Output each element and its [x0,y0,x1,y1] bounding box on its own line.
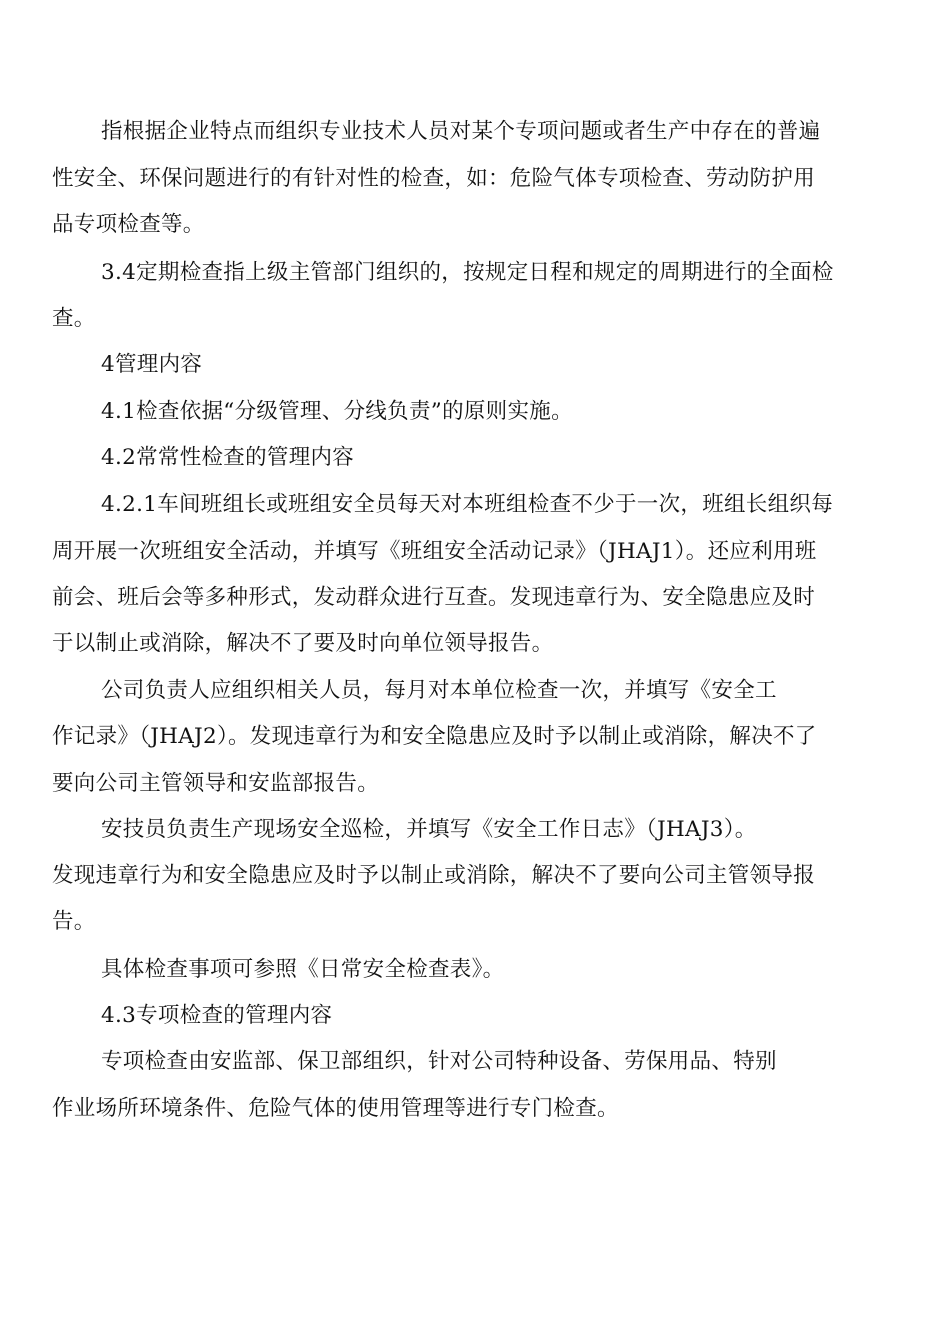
heading-4: 4管理内容 [101,352,203,377]
text-line: 品专项检查等。 [52,212,205,237]
text-line: 前会、班后会等多种形式，发动群众进行互查。发现违章行为、安全隐患应及时 [52,585,816,610]
text-line: 要向公司主管领导和安监部报告。 [52,771,380,796]
section-4-1-line: 4.1检查依据“分级管理、分线负责”的原则实施。 [101,399,573,424]
text-line: 周开展一次班组安全活动，并填写《班组安全活动记录》（JHAJ1）。还应利用班 [52,539,817,564]
text-line: 发现违章行为和安全隐患应及时予以制止或消除，解决不了要向公司主管领导报 [52,863,816,888]
section-3-4-line: 3.4定期检查指上级主管部门组织的，按规定日程和规定的周期进行的全面检 [101,260,834,285]
heading-4-2: 4.2常常性检查的管理内容 [101,445,355,470]
text-line: 作记录》（JHAJ2）。发现违章行为和安全隐患应及时予以制止或消除，解决不了 [52,724,817,749]
text-line: 专项检查由安监部、保卫部组织，针对公司特种设备、劳保用品、特别 [101,1049,777,1074]
text-line: 查。 [52,306,96,331]
text-line: 具体检查事项可参照《日常安全检查表》。 [101,957,505,982]
text-line: 作业场所环境条件、危险气体的使用管理等进行专门检查。 [52,1096,619,1121]
text-line: 公司负责人应组织相关人员，每月对本单位检查一次，并填写《安全工 [101,678,777,703]
text-line: 性安全、环保问题进行的有针对性的检查，如：危险气体专项检查、劳动防护用 [52,166,816,191]
heading-4-3: 4.3专项检查的管理内容 [101,1003,333,1028]
text-line: 于以制止或消除，解决不了要及时向单位领导报告。 [52,631,554,656]
section-4-2-1-line: 4.2.1车间班组长或班组安全员每天对本班组检查不少于一次，班组长组织每 [101,492,834,517]
text-line: 指根据企业特点而组织专业技术人员对某个专项问题或者生产中存在的普遍 [101,119,821,144]
text-line: 告。 [52,909,96,934]
text-line: 安技员负责生产现场安全巡检，并填写《安全工作日志》（JHAJ3）。 [101,817,757,842]
